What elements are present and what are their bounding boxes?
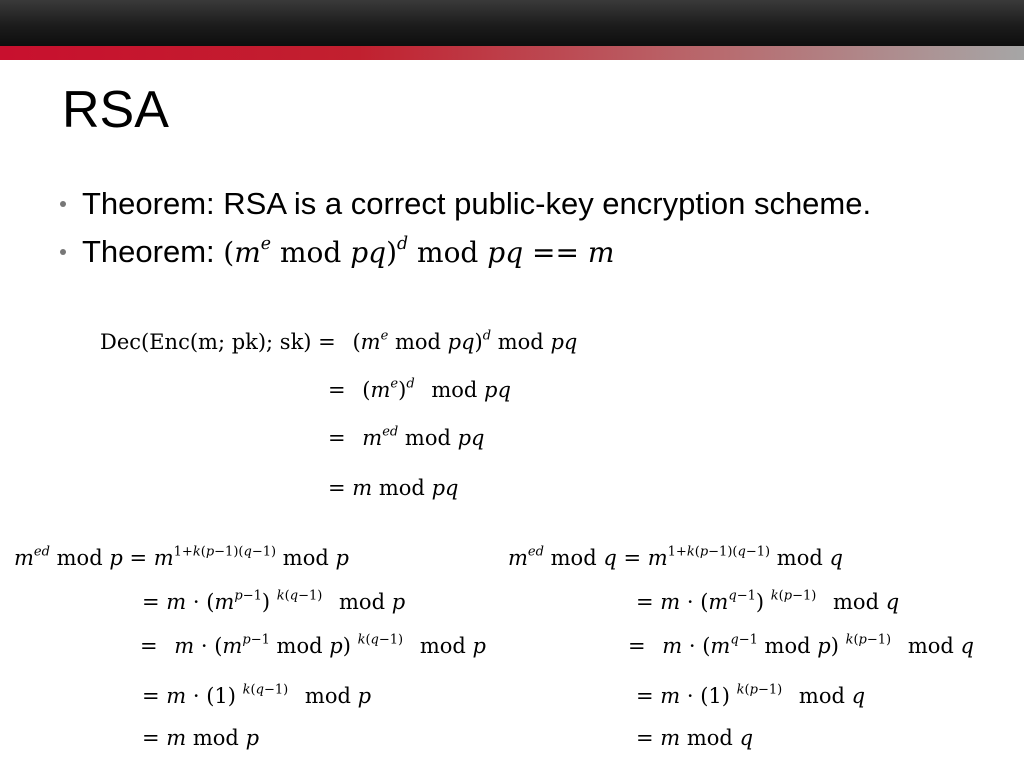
bullet-item <box>60 233 871 284</box>
bullet-prefix: Theorem: <box>82 186 224 221</box>
bullet-dot <box>60 201 66 207</box>
bullet-prefix: Theorem: <box>82 234 224 269</box>
right-derivation-line-2: = $m \cdot (m^{q-1})$ $^{k(p-1)}$ mod q <box>636 588 900 614</box>
right-derivation-line-3: = $m \cdot (m^{q-1}$ mod p) $^{k(p-1)}$ mod q <box>628 632 974 658</box>
bullet-theorem-formula: ($m^e$ mod pq)$^d$ mod pq == m <box>223 233 615 269</box>
left-derivation-line-1: $m^{ed}$ mod $p = m^{1+k(p-1)(q-1)}$ mod p <box>14 544 349 570</box>
right-derivation-line-4: = m · (1) $^{k(p-1)}$ mod q <box>636 682 866 708</box>
right-derivation-line-1: $m^{ed}$ mod $q = m^{1+k(p-1)(q-1)}$ mod q <box>508 544 843 570</box>
derivation-line-3: = $m^{ed}$ mod pq <box>328 424 485 450</box>
left-derivation-line-5: = m mod p <box>142 726 260 750</box>
header-accent-stripe <box>0 46 1024 60</box>
bullet-list <box>60 188 871 284</box>
left-derivation-line-4: = m · (1) $^{k(q-1)}$ mod p <box>142 682 372 708</box>
slide-title: RSA <box>62 81 169 139</box>
bullet-text: RSA is a correct public-key encryption scheme. <box>223 186 872 221</box>
left-derivation-line-3: = $m \cdot (m^{p-1}$ mod p) $^{k(q-1)}$ mod p <box>140 632 486 658</box>
right-derivation-line-5: = m mod q <box>636 726 754 750</box>
derivation-lhs: Dec(Enc(m; pk); sk) <box>100 330 312 354</box>
derivation-line-2: = $(m^e)^d$ mod pq <box>328 376 511 402</box>
left-derivation-line-2: = $m \cdot (m^{p-1})$ $^{k(q-1)}$ mod p <box>142 588 406 614</box>
bullet-dot <box>60 249 66 255</box>
header-bar <box>0 0 1024 46</box>
derivation-line-4: = m mod pq <box>328 476 459 500</box>
derivation-line-1: Dec(Enc(m; pk); $sk) = (m^e$ mod pq)$^d$ mod pq <box>100 328 578 354</box>
bullet-item <box>60 188 871 236</box>
